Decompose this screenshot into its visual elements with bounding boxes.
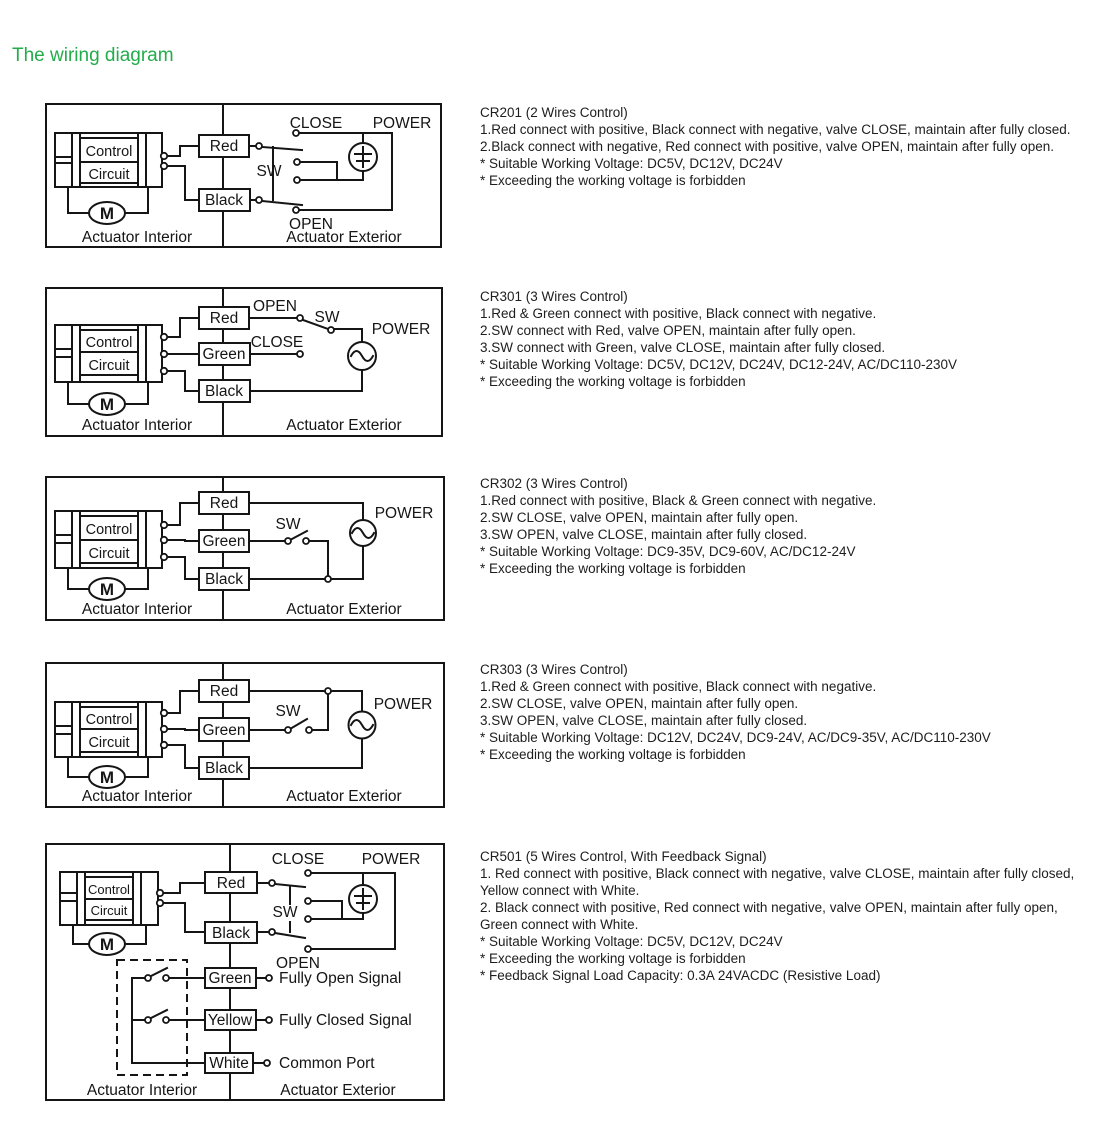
dc-power-symbol — [349, 143, 377, 171]
notes-line: * Exceeding the working voltage is forbidden — [480, 951, 746, 966]
close-label: CLOSE — [289, 115, 343, 132]
diagram-cr501 — [45, 843, 445, 1101]
actuator-exterior-label: Actuator Exterior — [286, 601, 402, 618]
power-label: POWER — [372, 115, 432, 132]
notes-line: 2.SW connect with Red, valve OPEN, maintain after fully open. — [480, 323, 856, 338]
notes-line: 1.Red connect with positive, Black & Green connect with negative. — [480, 493, 877, 508]
motor-label: M — [99, 580, 115, 599]
actuator-interior-label: Actuator Interior — [81, 417, 193, 434]
wire-label-black: Black — [212, 925, 250, 942]
actuator-exterior-label: Actuator Exterior — [286, 417, 402, 434]
notes-cr501 — [480, 848, 1074, 984]
wire-label-green: Green — [202, 346, 246, 363]
notes-line: * Feedback Signal Load Capacity: 0.3A 24VACDC (Resistive Load) — [480, 968, 881, 983]
circuit-label: Circuit — [88, 167, 130, 183]
notes-line: * Suitable Working Voltage: DC9-35V, DC9-60V, AC/DC12-24V — [480, 544, 856, 559]
notes-line: 1.Red connect with positive, Black connect with negative, valve CLOSE, maintain after fully closed. — [480, 122, 1071, 137]
notes-line: 2. Black connect with positive, Red connect with negative, valve OPEN, maintain after fully open, — [480, 900, 1058, 915]
control-label: Control — [85, 335, 133, 351]
circuit-label: Circuit — [88, 358, 130, 374]
wire-label-black: Black — [205, 571, 243, 588]
notes-cr201 — [480, 104, 1071, 189]
notes-line: Green connect with White. — [480, 917, 639, 932]
actuator-exterior-label: Actuator Exterior — [286, 788, 402, 805]
notes-cr301 — [480, 288, 957, 390]
notes-cr302 — [480, 475, 876, 577]
wire-label-white: White — [209, 1055, 249, 1072]
motor-label: M — [99, 395, 115, 414]
notes-line: * Suitable Working Voltage: DC5V, DC12V, DC24V — [480, 934, 783, 949]
diagram-cr201 — [45, 103, 442, 248]
notes-line: * Suitable Working Voltage: DC12V, DC24V, DC9-24V, AC/DC9-35V, AC/DC110-230V — [480, 730, 991, 745]
ac-power-symbol — [349, 712, 376, 739]
notes-line: 2.Black connect with negative, Red connect with positive, valve OPEN, maintain after fully open. — [480, 139, 1055, 154]
actuator-exterior-label: Actuator Exterior — [280, 1082, 396, 1099]
notes-heading: CR201 (2 Wires Control) — [480, 105, 628, 120]
power-label: POWER — [371, 321, 431, 338]
motor-label: M — [99, 204, 115, 223]
notes-heading: CR501 (5 Wires Control, With Feedback Signal) — [480, 849, 767, 864]
notes-line: 1.Red & Green connect with positive, Black connect with negative. — [480, 679, 877, 694]
motor-label: M — [99, 768, 115, 787]
notes-line: 1. Red connect with positive, Black connect with negative, valve CLOSE, maintain after fully closed, — [480, 866, 1075, 881]
wire-label-red: Red — [216, 875, 246, 892]
open-label: OPEN — [253, 298, 297, 315]
sw-label: SW — [275, 516, 301, 533]
notes-line: * Suitable Working Voltage: DC5V, DC12V, DC24V, DC12-24V, AC/DC110-230V — [480, 357, 958, 372]
circuit-label: Circuit — [88, 735, 130, 751]
notes-line: * Exceeding the working voltage is forbidden — [480, 173, 746, 188]
close-label: CLOSE — [271, 851, 325, 868]
actuator-interior-label: Actuator Interior — [81, 229, 193, 246]
wire-label-green: Green — [202, 533, 246, 550]
control-label: Control — [85, 522, 133, 538]
wire-label-red: Red — [209, 138, 239, 155]
wire-label-black: Black — [205, 383, 243, 400]
circuit-label: Circuit — [90, 903, 128, 918]
notes-line: 1.Red & Green connect with positive, Black connect with negative. — [480, 306, 877, 321]
open-label: OPEN — [276, 955, 320, 972]
notes-line: 3.SW connect with Green, valve CLOSE, maintain after fully closed. — [480, 340, 886, 355]
notes-line: Yellow connect with White. — [480, 883, 640, 898]
circuit-label: Circuit — [88, 546, 130, 562]
actuator-exterior-label: Actuator Exterior — [286, 229, 402, 246]
sw-label: SW — [314, 309, 340, 326]
page-title: The wiring diagram — [12, 45, 174, 66]
wire-label-green: Green — [208, 970, 252, 987]
wire-label-red: Red — [209, 310, 239, 327]
notes-line: * Exceeding the working voltage is forbidden — [480, 561, 746, 576]
actuator-interior-label: Actuator Interior — [86, 1082, 198, 1099]
diagram-cr303 — [45, 662, 445, 808]
ac-power-symbol — [350, 520, 376, 546]
control-label: Control — [85, 144, 133, 160]
dc-power-symbol — [349, 885, 377, 913]
wire-label-green: Green — [202, 722, 246, 739]
control-label: Control — [85, 712, 133, 728]
wire-label-black: Black — [205, 192, 243, 209]
actuator-interior-label: Actuator Interior — [81, 601, 193, 618]
sw-label: SW — [256, 163, 282, 180]
notes-line: * Suitable Working Voltage: DC5V, DC12V, DC24V — [480, 156, 783, 171]
diagram-cr301 — [45, 287, 443, 437]
sw-label: SW — [272, 904, 298, 921]
control-label: Control — [88, 882, 130, 897]
motor-label: M — [99, 935, 115, 954]
wire-label-black: Black — [205, 760, 243, 777]
notes-line: 3.SW OPEN, valve CLOSE, maintain after fully closed. — [480, 527, 808, 542]
sw-label: SW — [275, 703, 301, 720]
notes-line: * Exceeding the working voltage is forbidden — [480, 747, 746, 762]
actuator-interior-label: Actuator Interior — [81, 788, 193, 805]
notes-heading: CR301 (3 Wires Control) — [480, 289, 628, 304]
notes-line: 3.SW OPEN, valve CLOSE, maintain after fully closed. — [480, 713, 808, 728]
power-label: POWER — [361, 851, 421, 868]
ac-power-symbol — [348, 342, 376, 370]
fully-closed-signal-label: Fully Closed Signal — [279, 1012, 412, 1029]
common-port-label: Common Port — [279, 1055, 375, 1072]
open-label: OPEN — [289, 216, 333, 233]
notes-line: * Exceeding the working voltage is forbidden — [480, 374, 746, 389]
power-label: POWER — [373, 696, 433, 713]
notes-heading: CR303 (3 Wires Control) — [480, 662, 628, 677]
wire-label-red: Red — [209, 495, 239, 512]
close-label: CLOSE — [250, 334, 304, 351]
wire-label-red: Red — [209, 683, 239, 700]
notes-line: 2.SW CLOSE, valve OPEN, maintain after fully open. — [480, 696, 799, 711]
power-label: POWER — [374, 505, 434, 522]
notes-line: 2.SW CLOSE, valve OPEN, maintain after fully open. — [480, 510, 799, 525]
wire-label-yellow: Yellow — [207, 1012, 253, 1029]
notes-heading: CR302 (3 Wires Control) — [480, 476, 628, 491]
notes-cr303 — [480, 661, 991, 763]
fully-open-signal-label: Fully Open Signal — [279, 970, 402, 987]
diagram-cr302 — [45, 476, 445, 621]
